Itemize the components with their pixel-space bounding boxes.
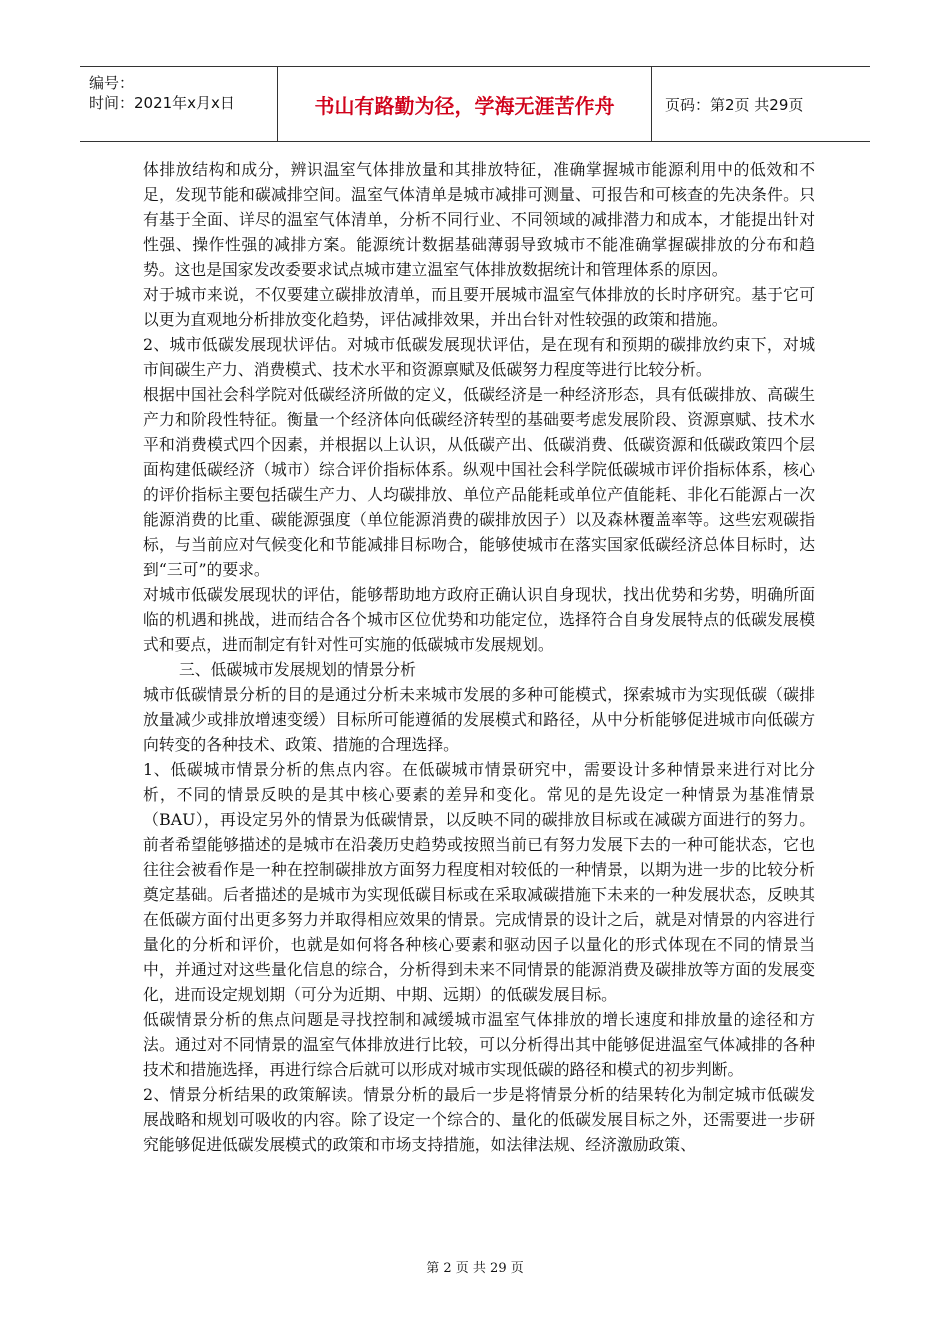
body-paragraph: 2、城市低碳发展现状评估。对城市低碳发展现状评估，是在现有和预期的碳排放约束下，对城市间碳生产力、消费模式、技术水平和资源禀赋及低碳努力程度等进行比较分析。 — [143, 335, 815, 379]
document-date-label: 时间：2021年x月x日 — [89, 94, 235, 112]
header-page-info: 页码：第2页 共29页 — [665, 95, 804, 114]
body-paragraph: 城市低碳情景分析的目的是通过分析未来城市发展的多种可能模式，探索城市为实现低碳（碳排放量减少或排放增速变缓）目标所可能遵循的发展模式和路径，从中分析能够促进城市向低碳方向转变的各种技术、政策、措施的合理选择。 — [143, 685, 815, 754]
document-number-label: 编号： — [89, 74, 135, 92]
body-paragraph: 2、情景分析结果的政策解读。情景分析的最后一步是将情景分析的结果转化为制定城市低碳发展战略和规划可吸收的内容。除了设定一个综合的、量化的低碳发展目标之外，还需要进一步研究能够促进低碳发展模式的政策和市场支持措施，如法律法规、经济激励政策、 — [143, 1085, 815, 1154]
document-body — [143, 157, 815, 1157]
header-meta — [80, 67, 276, 141]
body-paragraph: 体排放结构和成分，辨识温室气体排放量和其排放特征，准确掌握城市能源利用中的低效和不足，发现节能和碳减排空间。温室气体清单是城市减排可测量、可报告和可核查的先决条件。只有基于全面、详尽的温室气体清单，分析不同行业、不同领域的减排潜力和成本，才能提出针对性强、操作性强的减排方案。能源统计数据基础薄弱导致城市不能准确掌握碳排放的分布和趋势。这也是国家发改委要求试点城市建立温室气体排放数据统计和管理体系的原因。 — [143, 160, 815, 279]
body-paragraph: 对城市低碳发展现状的评估，能够帮助地方政府正确认识自身现状，找出优势和劣势，明确所面临的机遇和挑战，进而结合各个城市区位优势和功能定位，选择符合自身发展特点的低碳发展模式和要点，进而制定有针对性可实施的低碳城市发展规划。 — [143, 585, 815, 654]
page-footer: 第 2 页 共 29 页 — [426, 1261, 524, 1276]
body-paragraph: 对于城市来说，不仅要建立碳排放清单，而且要开展城市温室气体排放的长时序研究。基于它可以更为直观地分析排放变化趋势，评估减排效果，并出台针对性较强的政策和措施。 — [143, 285, 815, 329]
body-paragraph: 根据中国社会科学院对低碳经济所做的定义，低碳经济是一种经济形态，具有低碳排放、高碳生产力和阶段性特征。衡量一个经济体向低碳经济转型的基础要考虑发展阶段、资源禀赋、技术水平和消费模式四个因素，并根据以上认识，从低碳产出、低碳消费、低碳资源和低碳政策四个层面构建低碳经济（城市）综合评价指标体系。纵观中国社会科学院低碳城市评价指标体系，核心的评价指标主要包括碳生产力、人均碳排放、单位产品能耗或单位产值能耗、非化石能源占一次能源消费的比重、碳能源强度（单位能源消费的碳排放因子）以及森林覆盖率等。这些宏观碳指标，与当前应对气候变化和节能减排目标吻合，能够使城市在落实国家低碳经济总体目标时，达到“三可”的要求。 — [143, 385, 815, 579]
body-paragraph: 1、低碳城市情景分析的焦点内容。在低碳城市情景研究中，需要设计多种情景来进行对比分析，不同的情景反映的是其中核心要素的差异和变化。常见的是先设定一种情景为基准情景（BAU），再设定另外的情景为低碳情景，以反映不同的碳排放目标或在减碳方面进行的努力。前者希望能够描述的是城市在沿袭历史趋势或按照当前已有努力发展下去的一种可能状态，它也往往会被看作是一种在控制碳排放方面努力程度相对较低的一种情景，以期为进一步的比较分析奠定基础。后者描述的是城市为实现低碳目标或在采取减碳措施下未来的一种发展状态，反映其在低碳方面付出更多努力并取得相应效果的情景。完成情景的设计之后，就是对情景的内容进行量化的分析和评价，也就是如何将各种核心要素和驱动因子以量化的形式体现在不同的情景当中，并通过对这些量化信息的综合，分析得到未来不同情景的能源消费及碳排放等方面的发展变化，进而设定规划期（可分为近期、中期、远期）的低碳发展目标。 — [143, 760, 815, 1004]
section-heading: 三、低碳城市发展规划的情景分析 — [179, 660, 416, 679]
header-motto: 书山有路勤为径，学海无涯苦作舟 — [277, 67, 652, 141]
body-paragraph: 低碳情景分析的焦点问题是寻找控制和减缓城市温室气体排放的增长速度和排放量的途径和方法。通过对不同情景的温室气体排放进行比较，可以分析得出其中能够促进温室气体减排的各种技术和措施选择，再进行综合后就可以形成对城市实现低碳的路径和模式的初步判断。 — [143, 1010, 815, 1079]
page-header — [80, 66, 870, 142]
